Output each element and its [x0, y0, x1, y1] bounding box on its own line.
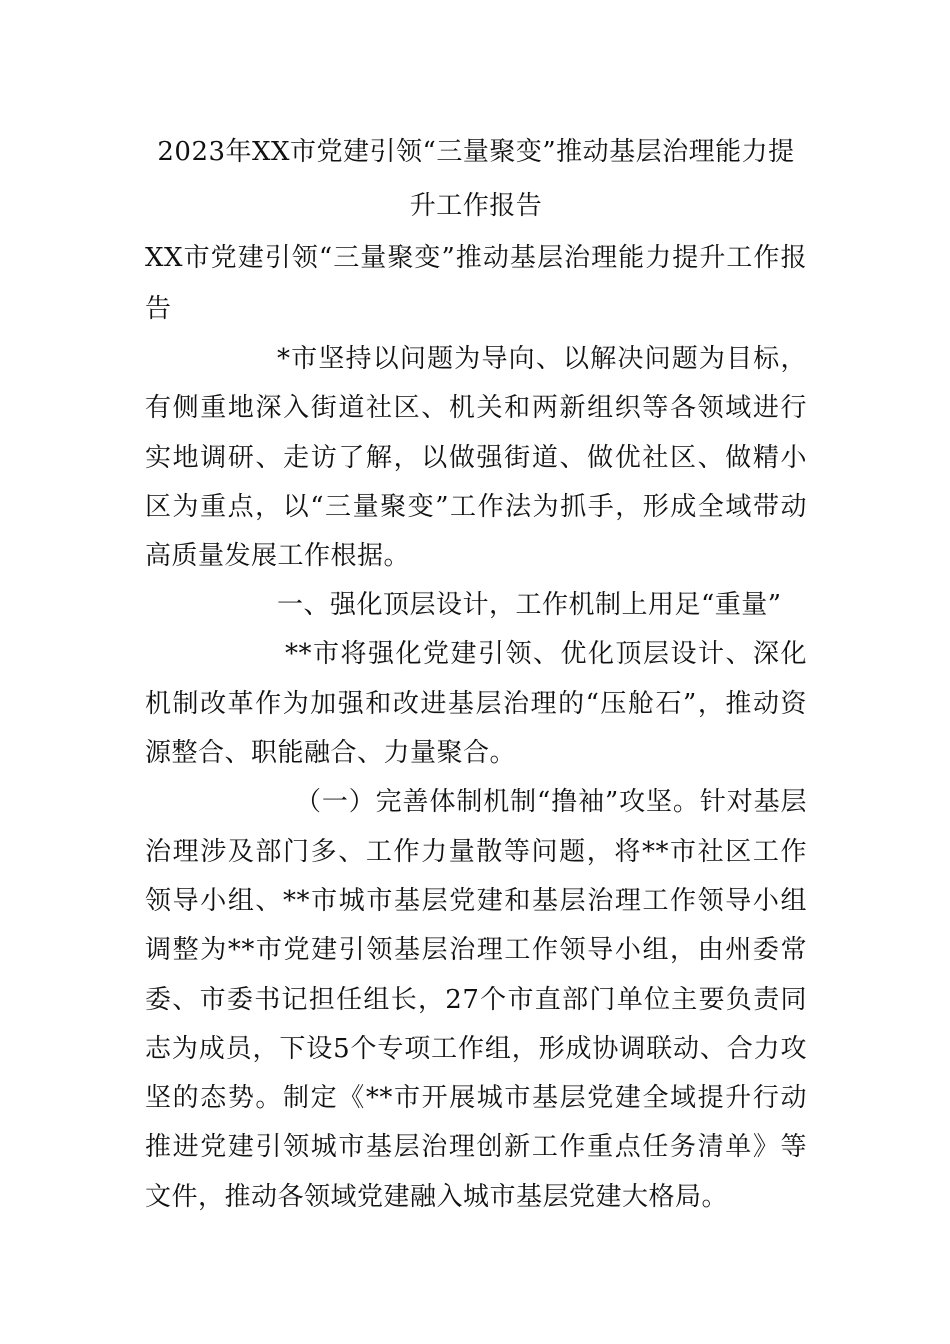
subsection-1-paragraph: （一）完善体制机制“撸袖”攻坚。针对基层治理涉及部门多、工作力量散等问题，将**市社区工作领导小组、**市城市基层党建和基层治理工作领导小组调整为**市党建引领基层治理工作领导小组，由州委常委、市委书记担任组长，27个市直部门单位主要负责同志为成员，下设5个专项工作组，形成协调联动、合力攻坚的态势。制定《**市开展城市基层党建全域提升行动推进党建引领城市基层治理创新工作重点任务清单》等文件，推动各领域党建融入城市基层党建大格局。: [145, 787, 807, 1212]
section-1-paragraph: **市将强化党建引领、优化顶层设计、深化机制改革作为加强和改进基层治理的“压舱石”，推动资源整合、职能融合、力量聚合。: [145, 639, 807, 769]
intro-paragraph: *市坚持以问题为导向、以解决问题为目标，有侧重地深入街道社区、机关和两新组织等各领域进行实地调研、走访了解，以做强街道、做优社区、做精小区为重点，以“三量聚变”工作法为抓手，形成全域带动高质量发展工作根据。: [145, 344, 807, 572]
section-1-heading: 一、强化顶层设计，工作机制上用足“重量”: [277, 590, 782, 621]
document-body: [145, 125, 807, 1222]
document-subtitle: XX市党建引领“三量聚变”推动基层治理能力提升工作报告: [145, 243, 807, 324]
document-title: 2023年XX市党建引领“三量聚变”推动基层治理能力提升工作报告: [157, 137, 795, 221]
